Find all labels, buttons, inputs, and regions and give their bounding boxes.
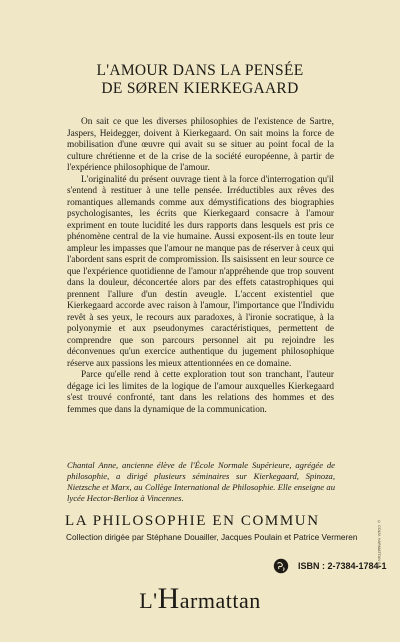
cover-credit: © COUV. HARMATTAN S.A. xyxy=(377,520,381,570)
blurb-paragraph: On sait ce que les diverses philosophies de l'existence de Sartre, Jaspers, Heidegger, doivent à Kierkegaard. On sait moins la force de mobilisation d'une œuvre qui avait su se situer au point focal de la culture chrétienne et de la crise de la société européenne, à partir de l'expérience philosophique de l'amour. xyxy=(67,117,334,173)
publisher-rest: armattan xyxy=(179,588,261,613)
blurb xyxy=(67,117,334,416)
title-line-2: DE SØREN KIERKEGAARD xyxy=(101,80,299,97)
title-line-1: L'AMOUR DANS LA PENSÉE xyxy=(96,62,304,79)
book-title xyxy=(40,62,360,98)
blurb-paragraph: Parce qu'elle rend à cette exploration tout son tranchant, l'auteur dégage ici les limites de la logique de l'amour auxquelles Kierkegaard s'est trouvé confronté, tant dans les relations des hommes et des femmes que dans la dynamique de la communication. xyxy=(67,370,334,415)
series-editors: Collection dirigée par Stéphane Douailler, Jacques Poulain et Patrice Vermeren xyxy=(66,532,358,542)
globe-icon xyxy=(273,558,289,574)
blurb-paragraph: L'originalité du présent ouvrage tient à la force d'interrogation qu'il s'entend à restituer à une telle pensée. Irréductibles aux rêves des romantiques allemands comme aux démystifications des biographies psychologisantes, les écrits que Kierkegaard consacre à l'amour expriment en toute lucidité les durs rapports dans lesquels est pris ce phénomène central de la vie humaine. Aussi exposent-ils en toute leur ampleur les impasses que l'amour ne manque pas de réserver à ceux qui l'abordent sans esprit de compromission. Ils saisissent en leur source ce que l'expérience quotidienne de l'amour n'appréhende que trop souvent dans la douleur, déconcertée alors par des effets catastrophiques qui prennent l'allure d'un destin aveugle. L'accent existentiel que Kierkegaard accorde avec raison à l'amour, l'importance que l'Individu revêt à ses yeux, le recours aux paradoxes, à l'ironie socratique, à la polyonymie et aux pseudonymes caractéristiques, permettent de comprendre que son parcours personnel ait pu rejoindre les déconvenues qu'un exercice authentique du jugement philosophique réserve aux passions les mieux attentionnées en ce domaine. xyxy=(67,174,334,369)
publisher-initial: H xyxy=(157,582,180,615)
isbn: ISBN : 2-7384-1784-1 xyxy=(298,561,387,571)
publisher-logo xyxy=(0,582,400,615)
series-name: LA PHILOSOPHIE EN COMMUN xyxy=(65,513,320,529)
author-bio: Chantal Anne, ancienne élève de l'École Normale Supérieure, agrégée de philosophie, a dirigé plusieurs séminaires sur Kierkegaard, Spinoza, Nietzsche et Marx, au Collège International de Philosophie. Elle enseigne au lycée Hector-Berlioz à Vincennes. xyxy=(67,460,335,503)
publisher-prefix: L' xyxy=(139,588,158,613)
